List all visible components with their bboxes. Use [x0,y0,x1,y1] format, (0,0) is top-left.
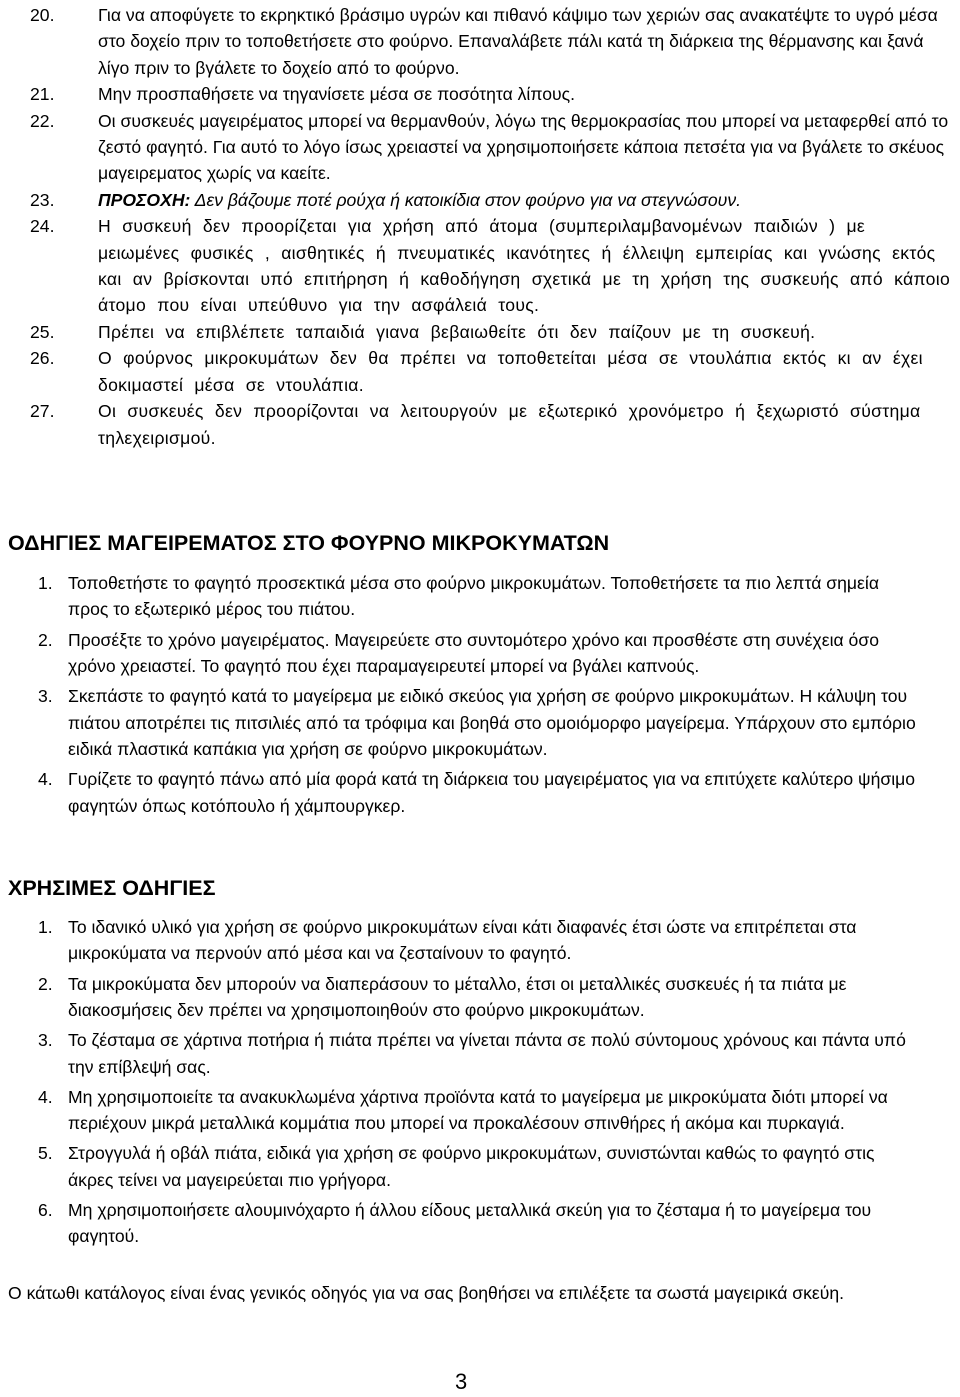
item-number: 3. [38,1030,53,1051]
list-item [38,971,918,1024]
item-number: 20. [30,5,55,25]
item-text: Δεν βάζουμε ποτέ ρούχα ή κατοικίδια στον φούρνο για να στεγνώσουν. [190,189,742,210]
item-number: 25. [30,321,55,342]
useful-section-title: ΧΡΗΣΙΜΕΣ ΟΔΗΓΙΕΣ [8,876,216,900]
item-text: Ο φούρνος μικροκυμάτων δεν θα πρέπει να τοποθετείται μέσα σε ντουλάπια εκτός κι αν έχει δοκιμαστεί μέσα σε ντουλάπια. [98,348,923,395]
list-item [38,1197,918,1250]
item-text: Μη χρησιμοποιήσετε αλουμινόχαρτο ή άλλου είδους μεταλλικά σκεύη για το ζέσταμα ή το μαγείρεμα του φαγητού. [68,1200,872,1247]
item-text: Το ζέσταμα σε χάρτινα ποτήρια ή πιάτα πρέπει να γίνεται πάντα σε πολύ σύντομους χρόνους και πάντα υπό την επίβλεψή σας. [68,1030,906,1077]
item-text: Πρέπει να επιβλέπετε ταπαιδιά γιανα βεβαιωθείτε ότι δεν παίζουν με τη συσκευή. [98,321,816,342]
item-text: Προσέξτε το χρόνο μαγειρέματος. Μαγειρεύετε στο συντομότερο χρόνο και προσθέστε στη συνέχεια όσο χρόνο χρειαστεί. Το φαγητό που έχει παραμαγειρευτεί μπορεί να βγάλει καπνούς. [68,629,879,677]
item-number: 27. [30,401,55,422]
list-item [38,766,918,819]
item-number: 1. [38,917,53,937]
item-number: 5. [38,1143,53,1164]
item-text: Οι συσκευές δεν προορίζονται να λειτουργούν με εξωτερικό χρονόμετρο ή ξεχωριστό σύστημα τηλεχειρισμού. [98,401,921,448]
useful-tips-list [38,914,918,1254]
item-number: 26. [30,348,55,369]
list-item [30,319,955,345]
item-number: 2. [38,973,53,994]
list-item [38,570,918,623]
item-text: Για να αποφύγετε το εκρηκτικό βράσιμο υγρών και πιθανό κάψιμο των χεριών σας ανακατέψτε το υγρό μέσα στο δοχείο πριν το τοποθετήσετε στο φούρνο. Επαναλάβετε πάλι κατά τη διάρκεια της θέρμανσης και ξανά λίγο πριν το βγάλετε το δοχείο από το φούρνο. [98,5,938,78]
safety-list [30,2,955,451]
item-number: 6. [38,1200,53,1221]
item-text: Το ιδανικό υλικό για χρήση σε φούρνο μικροκυμάτων είναι κάτι διαφανές έτσι ώστε να επιτρέπεται στα μικροκύματα να περνούν από μέσα και να ζεσταίνουν το φαγητό. [68,917,857,964]
cooking-section-title: ΟΔΗΓΙΕΣ ΜΑΓΕΙΡΕΜΑΤΟΣ ΣΤΟ ΦΟΥΡΝΟ ΜΙΚΡΟΚΥΜΑΤΩΝ [8,531,610,555]
item-number: 24. [30,216,55,237]
list-item [38,1140,918,1193]
item-number: 3. [38,686,53,707]
item-number: 1. [38,573,53,593]
item-number: 22. [30,110,55,131]
list-item [38,1027,918,1080]
item-number: 21. [30,84,55,105]
warning-label: ΠΡΟΣΟΧΗ: [98,189,191,210]
list-item [30,108,955,187]
item-text: Μην προσπαθήσετε να τηγανίσετε μέσα σε ποσότητα λίπους. [98,84,575,105]
page-number: 3 [455,1369,468,1394]
item-text: Σκεπάστε το φαγητό κατά το μαγείρεμα με ειδικό σκεύος για χρήση σε φούρνο μικροκυμάτων. Η κάλυψη του πιάτου αποτρέπει τις πιτσιλιές από τα τρόφιμα και βοηθά στο ομοιόμορφο μαγείρεμα. Υπάρχουν στο εμπόριο ειδικά πλαστικά καπάκια για χρήση σε φούρνο μικροκυμάτων. [68,686,916,760]
item-text: Γυρίζετε το φαγητό πάνω από μία φορά κατά τη διάρκεια του μαγειρέματος για να επιτύχετε καλύτερο ψήσιμο φαγητών όπως κοτόπουλο ή χάμπουργκερ. [68,769,916,816]
item-number: 4. [38,1086,53,1107]
list-item [30,345,955,398]
item-number: 2. [38,629,53,650]
list-item [38,683,918,762]
list-item [38,1084,918,1137]
closing-paragraph: Ο κάτωθι κατάλογος είναι ένας γενικός οδηγός για να σας βοηθήσει να επιλέξετε τα σωστά μαγειρικά σκεύη. [8,1283,845,1303]
warning-text [98,187,955,213]
item-text: Η συσκευή δεν προορίζεται για χρήση από άτομα (συμπεριλαμβανομένων παιδιών ) με μειωμένες φυσικές , αισθητικές ή πνευματικές ικανότητες ή έλλειψη εμπειρίας και γνώσης εκτός και αν βρίσκονται υπό επιτήρηση ή καθοδήγηση σχετικά με τη χρήση της συσκευής από κάποιο άτομο που είναι υπεύθυνο για την ασφάλειά τους. [98,216,951,316]
item-text: Οι συσκευές μαγειρέματος μπορεί να θερμανθούν, λόγω της θερμοκρασίας που μπορεί να μεταφερθεί από το ζεστό φαγητό. Για αυτό το λόγο ίσως χρειαστεί να χρησιμοποιήσετε κάποια πετσέτα για να βγάλετε το σκέυος μαγειρεματος χωρίς να καείτε. [98,110,949,184]
item-number: 4. [38,769,53,790]
list-item-warning [30,187,955,213]
list-item [38,627,918,680]
item-text: Τα μικροκύματα δεν μπορούν να διαπεράσουν το μέταλλο, έτσι οι μεταλλικές συσκευές ή τα πιάτα με διακοσμήσεις δεν πρέπει να χρησιμοποιηθούν στο φούρνο μικροκυμάτων. [68,973,847,1021]
item-number: 23. [30,189,55,210]
cooking-steps-list [38,570,918,823]
list-item [38,914,918,967]
list-item [30,213,955,319]
list-item [30,81,955,107]
list-item [30,398,955,451]
item-text: Μη χρησιμοποιείτε τα ανακυκλωμένα χάρτινα προϊόντα κατά το μαγείρεμα με μικροκύματα διότι μπορεί να περιέχουν μικρά μεταλλικά κομμάτια που μπορεί να προκαλέσουν σπινθήρες ή ακόμα και πυρκαγιά. [68,1086,888,1134]
list-item [30,2,955,81]
item-text: Στρογγυλά ή οβάλ πιάτα, ειδικά για χρήση σε φούρνο μικροκυμάτων, συνιστώνται καθώς το φαγητό στις άκρες τείνει να μαγειρεύεται πιο γρήγορα. [68,1143,875,1190]
item-text: Τοποθετήστε το φαγητό προσεκτικά μέσα στο φούρνο μικροκυμάτων. Τοποθετήσετε τα πιο λεπτά σημεία προς το εξωτερικό μέρος του πιάτου. [68,573,879,620]
